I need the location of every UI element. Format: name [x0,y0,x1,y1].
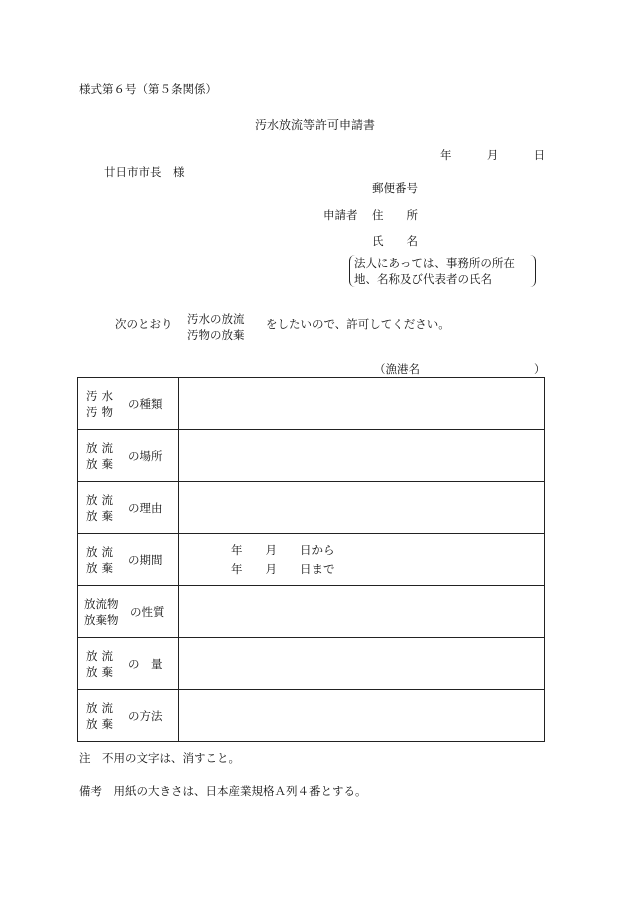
label-suffix: の方法 [128,708,163,723]
document-title: 汚水放流等許可申請書 [254,118,375,132]
row-label-type [78,378,179,430]
row-label-method [78,690,179,742]
request-option-dumping: 汚物の放棄 [187,328,245,342]
value-cell-nature[interactable] [179,586,545,638]
label-suffix: の理由 [128,500,163,515]
request-options [187,311,245,343]
date-day-label: 日 [533,148,546,162]
date-month-label: 月 [486,148,499,162]
fishing-port-close: ） [534,362,546,376]
row-label-quantity [78,638,179,690]
label-top: 放流 [86,544,117,559]
label-suffix: の 量 [128,656,163,671]
name-label: 氏 名 [372,234,418,248]
request-option-discharge: 汚水の放流 [187,312,245,326]
period-to: 年 月 日まで [231,561,335,576]
label-top: 汚水 [86,388,117,403]
label-suffix: の期間 [128,552,163,567]
value-cell-period[interactable] [179,534,545,586]
label-top: 放流 [86,700,117,715]
table-row [78,586,545,638]
label-suffix: の性質 [130,604,165,619]
table-row [78,534,545,586]
table-row [78,378,545,430]
label-bottom: 汚物 [86,404,117,419]
request-intro: 次のとおり [115,317,173,331]
value-cell-reason[interactable] [179,482,545,534]
address-label: 住 所 [372,208,418,222]
corporate-note [349,255,536,287]
table-row [78,482,545,534]
label-suffix: の種類 [128,396,163,411]
table-row [78,690,545,742]
row-label-reason [78,482,179,534]
form-number: 様式第６号（第５条関係） [79,82,217,96]
postal-code-label: 郵便番号 [372,181,418,195]
applicant-label: 申請者 [323,208,358,222]
fishing-port-label: （漁港名 [374,362,420,376]
row-label-nature [78,586,179,638]
label-bottom: 放棄 [86,508,117,523]
value-cell-type[interactable] [179,378,545,430]
date-year-label: 年 [440,148,452,162]
label-top: 放流 [86,492,117,507]
label-suffix: の場所 [128,448,163,463]
label-top: 放流 [86,440,117,455]
value-cell-quantity[interactable] [179,638,545,690]
label-bottom: 放棄 [86,664,117,679]
remarks: 備考 用紙の大きさは、日本産業規格Ａ列４番とする。 [79,784,367,798]
label-bottom: 放棄 [86,560,117,575]
value-cell-method[interactable] [179,690,545,742]
value-cell-location[interactable] [179,430,545,482]
corporate-note-line2: 地、名称及び代表者の氏名 [354,272,492,286]
date-line [440,150,545,162]
label-bottom: 放棄物 [84,612,119,627]
request-tail: をしたいので、許可してください。 [266,317,450,331]
row-label-location [78,430,179,482]
footnote: 注 不用の文字は、消すこと。 [79,751,240,765]
corporate-note-line1: 法人にあっては、事務所の所在 [354,256,515,270]
period-from: 年 月 日から [231,542,335,557]
label-bottom: 放棄 [86,456,117,471]
label-bottom: 放棄 [86,716,117,731]
addressee: 廿日市市長 様 [104,165,185,179]
application-table [77,377,545,742]
label-top: 放流 [86,648,117,663]
row-label-period [78,534,179,586]
table-row [78,430,545,482]
label-top: 放流物 [84,596,119,611]
table-row [78,638,545,690]
